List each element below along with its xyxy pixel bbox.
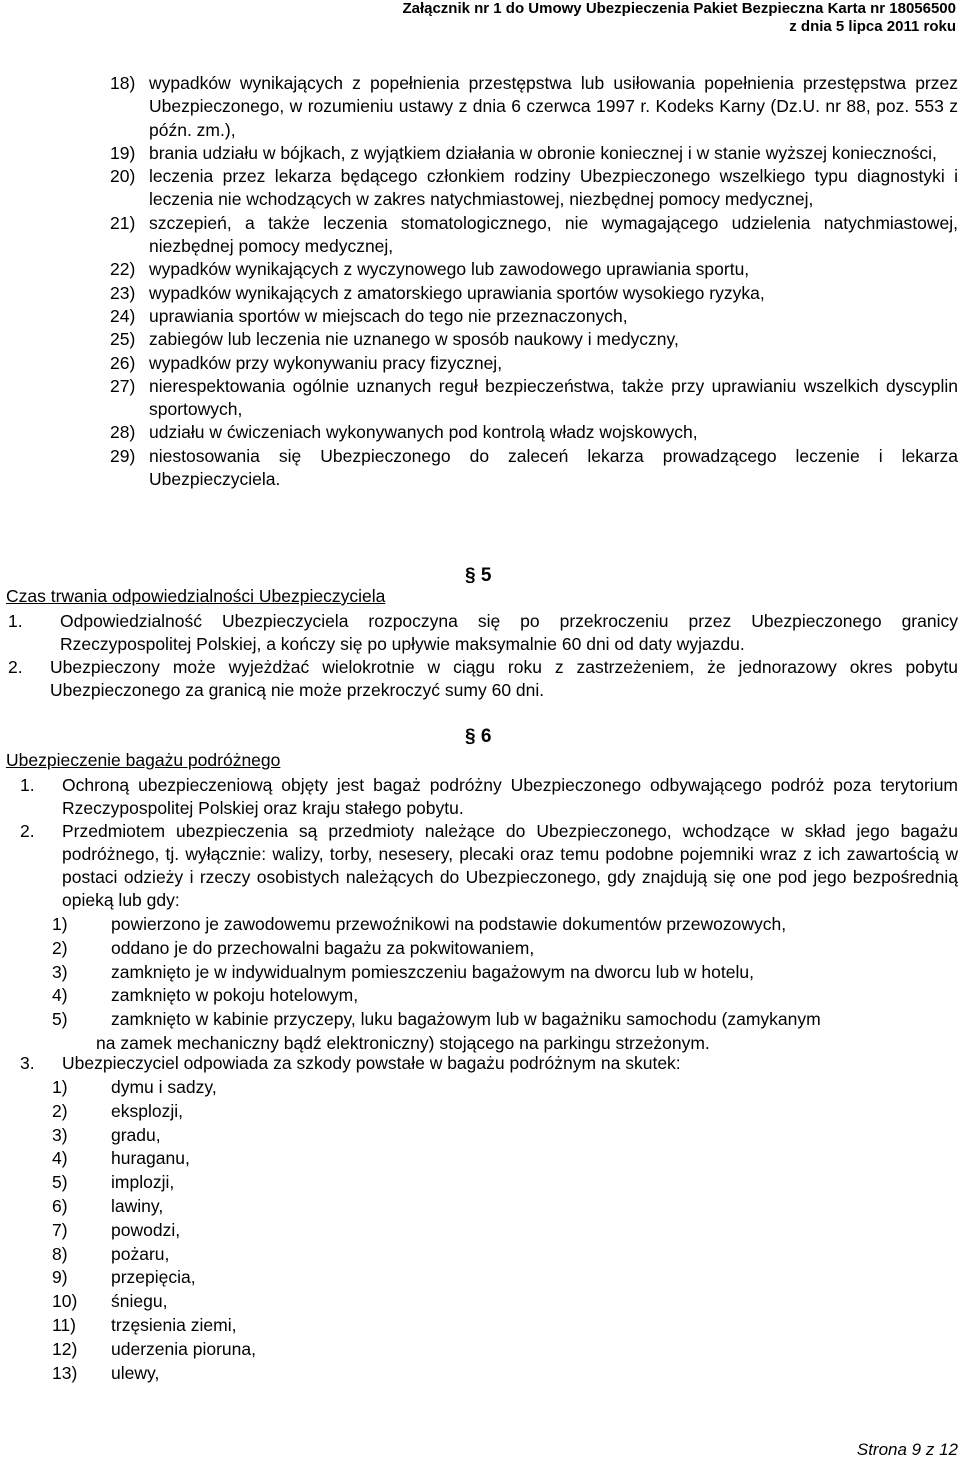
item-number: 1) [52, 1077, 68, 1097]
item-text: szczepień, a także leczenia stomatologicznego, nie wymagającego udzielenia natychmiastowej, niezbędnej pomocy medycznej, [149, 212, 958, 257]
item-number: 29) [110, 445, 136, 466]
item-number: 3) [52, 961, 68, 982]
section-5-paragraph-2 [8, 656, 958, 702]
item-number: 22) [110, 259, 136, 280]
item-text: huraganu, [111, 1148, 190, 1169]
item-text: powodzi, [111, 1219, 181, 1240]
item-number: 7) [52, 1219, 68, 1240]
item-text: udziału w ćwiczeniach wykonywanych pod kontrolą władz wojskowych, [149, 422, 698, 443]
paragraph-text: Odpowiedzialność Ubezpieczyciela rozpoczyna się po przekroczeniu przez Ubezpieczonego granicy Rzeczypospolitej Polskiej, a kończy się po upływie maksymalnie 60 dni od daty wyjazdu. [60, 611, 958, 654]
list-item [52, 1266, 958, 1290]
item-text: oddano je do przechowalni bagażu za pokwitowaniem, [111, 937, 535, 958]
item-text: leczenia przez lekarza będącego członkiem rodziny Ubezpieczonego wszelkiego typu diagnostyki i leczenia nie wchodzących w zakres natychmiastowej, niezbędnej pomocy medycznej, [149, 166, 958, 210]
section-5-title: Czas trwania odpowiedzialności Ubezpieczyciela [6, 586, 386, 606]
item-text: zamknięto w kabinie przyczepy, luku bagażowym lub w bagażniku samochodu (zamykanym [111, 1009, 821, 1030]
item-number: 26) [110, 352, 136, 373]
item-text: przepięcia, [111, 1267, 196, 1288]
list-item [52, 1314, 958, 1338]
conditions-list [52, 913, 958, 1056]
item-number: 8) [52, 1243, 68, 1264]
paragraph-number: 1. [8, 611, 23, 631]
list-item [110, 282, 958, 305]
list-item [52, 1362, 958, 1386]
page-number: Strona 9 z 12 [856, 1440, 958, 1459]
list-item [110, 421, 958, 444]
item-number: 12) [52, 1338, 78, 1359]
item-number: 4) [52, 1148, 68, 1169]
item-number: 11) [52, 1314, 76, 1335]
list-item [110, 305, 958, 328]
item-text: uprawiania sportów w miejscach do tego nie przeznaczonych, [149, 305, 628, 326]
section-6-heading: § 6 [465, 726, 492, 747]
paragraph-text: Ubezpieczyciel odpowiada za szkody powstałe w bagażu podróżnym na skutek: [62, 1053, 681, 1073]
item-number: 3) [52, 1124, 68, 1145]
item-number: 5) [52, 1009, 68, 1030]
item-number: 27) [110, 375, 136, 396]
paragraph-number: 1. [20, 775, 35, 795]
item-text: uderzenia pioruna, [111, 1338, 256, 1359]
header-date-line: z dnia 5 lipca 2011 roku [789, 17, 956, 35]
item-text: zamknięto je w indywidualnym pomieszczeniu bagażowym na dworcu lub w hotelu, [111, 961, 754, 982]
list-item [110, 375, 958, 422]
list-item [52, 1338, 958, 1362]
list-item [52, 984, 958, 1008]
list-item [110, 142, 958, 165]
item-text: dymu i sadzy, [111, 1077, 217, 1097]
item-number: 18) [110, 73, 136, 93]
item-text: wypadków wynikających z amatorskiego uprawiania sportów wysokiego ryzyka, [149, 282, 765, 303]
list-item [52, 1076, 958, 1100]
item-number: 20) [110, 166, 136, 187]
item-number: 10) [52, 1291, 78, 1312]
item-text: pożaru, [111, 1243, 170, 1264]
document-header [402, 0, 956, 35]
list-item [52, 1008, 958, 1032]
list-item [52, 1219, 958, 1243]
section-6-paragraph-1 [20, 774, 958, 820]
paragraph-text: Ubezpieczony może wyjeżdżać wielokrotnie w ciągu roku z zastrzeżeniem, że jednorazowy okres pobytu Ubezpieczonego za granicą nie może przekroczyć sumy 60 dni. [50, 657, 958, 700]
section-6-title: Ubezpieczenie bagażu podróżnego [6, 750, 281, 770]
item-number: 23) [110, 282, 136, 303]
item-number: 1) [52, 914, 68, 934]
item-number: 28) [110, 422, 136, 443]
list-item [110, 165, 958, 212]
item-text: gradu, [111, 1124, 161, 1145]
paragraph-number: 2. [8, 657, 23, 677]
item-text: trzęsienia ziemi, [111, 1314, 237, 1335]
item-text: wypadków wynikających z popełnienia przestępstwa lub usiłowania popełnienia przestępstwa przez Ubezpieczonego, w rozumieniu ustawy z dnia 6 czerwca 1997 r. Kodeks Karny (Dz.U. nr 88, poz. 553 z późn. zm.), [149, 73, 958, 140]
item-number: 25) [110, 329, 136, 350]
list-item [52, 1100, 958, 1124]
list-item [52, 1243, 958, 1267]
section-5-heading: § 5 [465, 565, 492, 586]
item-text: wypadków wynikających z wyczynowego lub zawodowego uprawiania sportu, [149, 259, 750, 280]
item-number: 2) [52, 1100, 68, 1121]
item-text: zabiegów lub leczenia nie uznanego w sposób naukowy i medyczny, [149, 329, 679, 350]
perils-list [52, 1076, 958, 1385]
list-item [52, 961, 958, 985]
section-5-paragraph-1 [8, 610, 958, 656]
list-item [52, 937, 958, 961]
list-item [110, 445, 958, 492]
item-text: brania udziału w bójkach, z wyjątkiem działania w obronie koniecznej i w stanie wyższej konieczności, [149, 142, 937, 163]
list-item [110, 212, 958, 259]
paragraph-text: Przedmiotem ubezpieczenia są przedmioty należące do Ubezpieczonego, wchodzące w skład jego bagażu podróżnego, tj. wyłącznie: walizy, torby, nesesery, plecaki oraz temu podobne pojemniki wraz z ich zawartością w postaci odzieży i rzeczy osobistych należących do Ubezpieczonego, gdy znajdują się one pod jego bezpośrednią opieką lub gdy: [62, 821, 958, 910]
list-item [52, 1195, 958, 1219]
item-text: eksplozji, [111, 1100, 183, 1121]
item-text: nierespektowania ogólnie uznanych reguł bezpieczeństwa, także przy uprawianiu wszelkich dyscyplin sportowych, [149, 375, 958, 420]
list-item [110, 258, 958, 281]
item-number: 9) [52, 1267, 68, 1288]
paragraph-number: 3. [20, 1053, 35, 1073]
item-number: 19) [110, 142, 136, 163]
item-text: implozji, [111, 1172, 175, 1193]
list-item [52, 1171, 958, 1195]
section-6-paragraph-3 [20, 1052, 958, 1075]
list-item [52, 1290, 958, 1314]
item-number: 6) [52, 1195, 68, 1216]
item-number: 2) [52, 937, 68, 958]
header-annex-line: Załącznik nr 1 do Umowy Ubezpieczenia Pakiet Bezpieczna Karta nr 18056500 [402, 0, 956, 17]
paragraph-number: 2. [20, 821, 35, 841]
item-text: zamknięto w pokoju hotelowym, [111, 985, 359, 1006]
item-text: ulewy, [111, 1362, 160, 1383]
item-number: 5) [52, 1172, 68, 1193]
item-number: 24) [110, 305, 136, 326]
item-number: 4) [52, 985, 68, 1006]
item-text: śniegu, [111, 1291, 168, 1312]
list-item [52, 1147, 958, 1171]
list-item [110, 328, 958, 351]
list-item-continuation: na zamek mechaniczny bądź elektroniczny) stojącego na parkingu strzeżonym. [96, 1032, 710, 1053]
item-text: niestosowania się Ubezpieczonego do zaleceń lekarza prowadzącego leczenie i lekarza Ubezpieczyciela. [149, 445, 958, 490]
item-text: powierzono je zawodowemu przewoźnikowi na podstawie dokumentów przewozowych, [111, 914, 787, 934]
list-item [52, 913, 958, 937]
section-6-paragraph-2 [20, 820, 958, 912]
list-item [110, 72, 958, 142]
item-number: 13) [52, 1362, 78, 1383]
exclusions-list [110, 72, 958, 491]
list-item [110, 352, 958, 375]
item-text: wypadków przy wykonywaniu pracy fizycznej, [149, 352, 503, 373]
list-item [52, 1124, 958, 1148]
item-number: 21) [110, 212, 136, 233]
paragraph-text: Ochroną ubezpieczeniową objęty jest bagaż podróżny Ubezpieczonego odbywającego podróż poza terytorium Rzeczypospolitej Polskiej oraz kraju stałego pobytu. [62, 775, 958, 818]
item-text: lawiny, [111, 1195, 164, 1216]
